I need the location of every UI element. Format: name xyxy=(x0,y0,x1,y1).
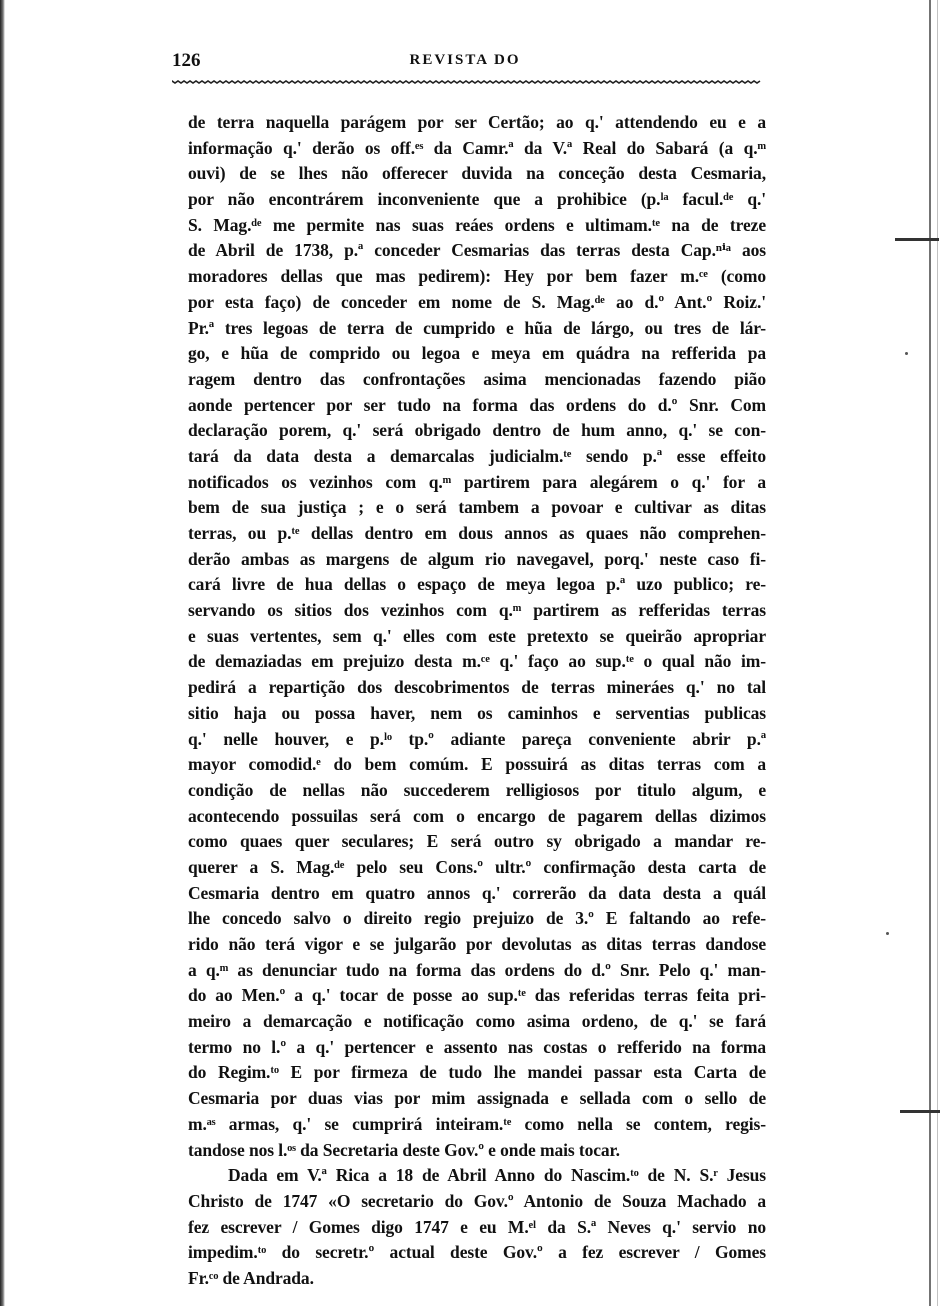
text-line: termo no l.º a q.' pertencer e assento nas costas o refferido na forma xyxy=(188,1036,766,1057)
text-line: condição de nellas não succederem relligiosos por titulo algum, e xyxy=(188,779,766,800)
text-line: de demaziadas em prejuizo desta m.ᶜᵉ q.' faço ao sup.ᵗᵉ o qual não im- xyxy=(188,651,766,672)
text-line: sitio haja ou possa haver, nem os caminhos e serventias publicas xyxy=(188,702,766,723)
text-line: informação q.' derão os off.ᵉˢ da Camr.ª da V.ª Real do Sabará (a q.ᵐ xyxy=(188,137,766,158)
text-line: rido não terá vigor e se julgarão por devolutas as ditas terras dandose xyxy=(188,934,766,954)
text-line: terras, ou p.ᵗᵉ dellas dentro em dous annos as quaes não comprehen- xyxy=(188,523,766,543)
text-line: e suas vertentes, sem q.' elles com este pretexto se queirão apropriar xyxy=(188,625,766,646)
text-line: notificados os vezinhos com q.ᵐ partirem para alegárem o q.' for a xyxy=(188,471,766,492)
text-line: meiro a demarcação e notificação como asima ordeno, de q.' se fará xyxy=(188,1011,766,1032)
text-line: S. Mag.ᵈᵉ me permite nas suas reáes ordens e ultimam.ᵗᵉ na de treze xyxy=(188,214,766,235)
text-line: derão ambas as margens de algum rio navegavel, porq.' neste caso fi- xyxy=(188,548,766,569)
text-line: moradores dellas que mas pedirem): Hey por bem fazer m.ᶜᵉ (como xyxy=(188,266,766,287)
scan-mark xyxy=(895,238,939,241)
text-line: Dada em V.ª Rica a 18 de Abril Anno do Nascim.ᵗᵒ de N. S.ʳ Jesus xyxy=(228,1165,766,1186)
text-line: Fr.ᶜᵒ de Andrada. xyxy=(188,1267,314,1288)
text-line: m.ᵃˢ armas, q.' se cumprirá inteiram.ᵗᵉ como nella se contem, regis- xyxy=(188,1113,766,1134)
text-line: de Abril de 1738, p.ª conceder Cesmarias das terras desta Cap.ⁿⁱᵃ aos xyxy=(188,240,766,261)
scan-speck xyxy=(886,932,889,935)
text-line: servando os sitios dos vezinhos com q.ᵐ partirem as refferidas terras xyxy=(188,600,766,621)
text-line: Cesmaria dentro em quatro annos q.' correrão da data desta a quál xyxy=(188,882,766,903)
text-line: como quaes quer seculares; E será outro sy obrigado a mandar re- xyxy=(188,831,766,852)
text-line: pedirá a repartição dos descobrimentos de terras mineráes q.' no tal xyxy=(188,677,766,698)
text-line: de terra naquella parágem por ser Certão; ao q.' attendendo eu e a xyxy=(188,112,766,132)
running-head: REVISTA DO xyxy=(409,52,521,68)
scan-edge-left xyxy=(0,0,5,1306)
text-line: go, e hũa de comprido ou legoa e meya em quádra na refferida pa xyxy=(188,343,766,364)
text-line: por não encontrárem inconveniente que a prohibice (p.ˡᵃ facul.ᵈᵉ q.' xyxy=(188,189,766,210)
page-number: 126 xyxy=(172,50,201,71)
text-line: bem de sua justiça ; e o será tambem a povoar e cultivar as ditas xyxy=(188,497,766,518)
header-wavy-rule xyxy=(172,78,762,86)
text-line: Cesmaria por duas vias por mim assignada e sellada com o sello de xyxy=(188,1088,766,1109)
text-line: impedim.ᵗᵒ do secretr.º actual deste Gov.º a fez escrever / Gomes xyxy=(188,1242,766,1263)
text-line: declaração porem, q.' será obrigado dentro de hum anno, q.' se con- xyxy=(188,420,766,441)
document-body xyxy=(188,110,766,1292)
text-line: acontecendo possuilas será com o encargo de pagarem dellas dizimos xyxy=(188,805,766,826)
text-line: cará livre de hua dellas o espaço de meya legoa p.ª uzo publico; re- xyxy=(188,574,766,595)
text-line: Pr.ª tres legoas de terra de cumprido e hũa de lárgo, ou tres de lár- xyxy=(188,317,766,338)
text-line: do Regim.ᵗᵒ E por firmeza de tudo lhe mandei passar esta Carta de xyxy=(188,1062,766,1083)
text-line: a q.ᵐ as denunciar tudo na forma das ordens do d.º Snr. Pelo q.' man- xyxy=(188,959,766,980)
text-line: lhe concedo salvo o direito regio prejuizo de 3.º E faltando ao refe- xyxy=(188,908,766,929)
text-line: por esta faço) de conceder em nome de S. Mag.ᵈᵉ ao d.º Ant.º Roiz.' xyxy=(188,291,766,312)
text-line: q.' nelle houver, e p.ˡᵒ tp.º adiante pareça conveniente abrir p.ª xyxy=(188,728,766,749)
text-line: tará da data desta a demarcalas judicialm.ᵗᵉ sendo p.ª esse effeito xyxy=(188,445,766,466)
scan-speck xyxy=(905,352,908,355)
text-line: tandose nos l.ᵒˢ da Secretaria deste Gov.º e onde mais tocar. xyxy=(188,1139,620,1160)
text-line: aonde pertencer por ser tudo na forma das ordens do d.º Snr. Com xyxy=(188,394,766,415)
text-line: fez escrever / Gomes digo 1747 e eu M.ᵉˡ da S.ª Neves q.' servio no xyxy=(188,1216,766,1237)
text-line: querer a S. Mag.ᵈᵉ pelo seu Cons.º ultr.º confirmação desta carta de xyxy=(188,856,766,877)
text-line: mayor comodid.ᵉ do bem comúm. E possuirá as ditas terras com a xyxy=(188,754,766,775)
text-line: do ao Men.º a q.' tocar de posse ao sup.ᵗᵉ das referidas terras feita pri- xyxy=(188,985,766,1006)
text-line: ouvi) de se lhes não offerecer duvida na conceção desta Cesmaria, xyxy=(188,163,766,184)
scan-mark xyxy=(900,1110,940,1113)
text-line: ragem dentro das confrontações asima mencionadas fazendo pião xyxy=(188,368,766,389)
text-line: Christo de 1747 «O secretario do Gov.º Antonio de Souza Machado a xyxy=(188,1190,766,1211)
